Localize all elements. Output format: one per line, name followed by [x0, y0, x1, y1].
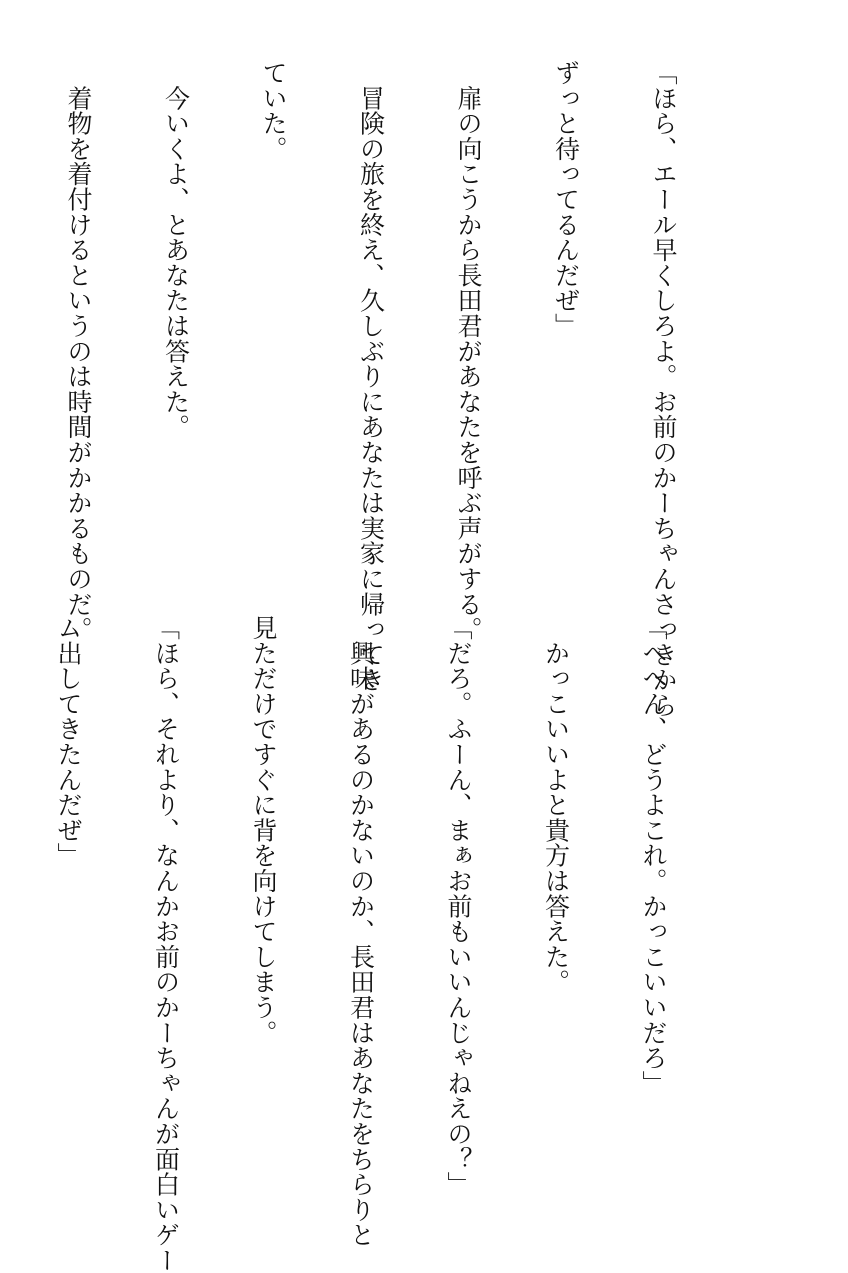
text-line: 見ただけですぐに背を向けてしまう。 — [249, 615, 278, 1046]
upper-text-block — [64, 60, 744, 718]
text-line: 「ほら、エール早くしろよ。お前のかーちゃんさっきから — [649, 60, 678, 718]
text-line: 今いくよ、とあなたは答えた。 — [161, 60, 191, 440]
text-line: 「だろ。ふーん、まぁお前もいいんじゃねえの？」 — [444, 615, 473, 1197]
text-line: 冒険の旅を終え、久しぶりにあなたは実家に帰ってき — [356, 60, 386, 693]
text-line: 「ほら、それより、なんかお前のかーちゃんが面白いゲー — [151, 615, 181, 1273]
text-line: 興味があるのかないのか、長田君はあなたをちらりと — [346, 615, 376, 1248]
text-line: かっこいいよと貴方は答えた。 — [541, 615, 571, 995]
text-line: ム出してきたんだぜ」 — [54, 615, 83, 868]
lower-text-block — [54, 615, 734, 1273]
text-line: ていた。 — [259, 60, 288, 162]
text-line: 扉の向こうから長田君があなたを呼ぶ声がする。 — [454, 60, 483, 642]
text-line: 着物を着付けるというのは時間がかかるものだ。 — [64, 60, 93, 642]
text-line: ずっと待ってるんだぜ」 — [551, 60, 581, 339]
text-line: 「へへん、どうよこれ。かっこいいだろ」 — [639, 615, 668, 1096]
